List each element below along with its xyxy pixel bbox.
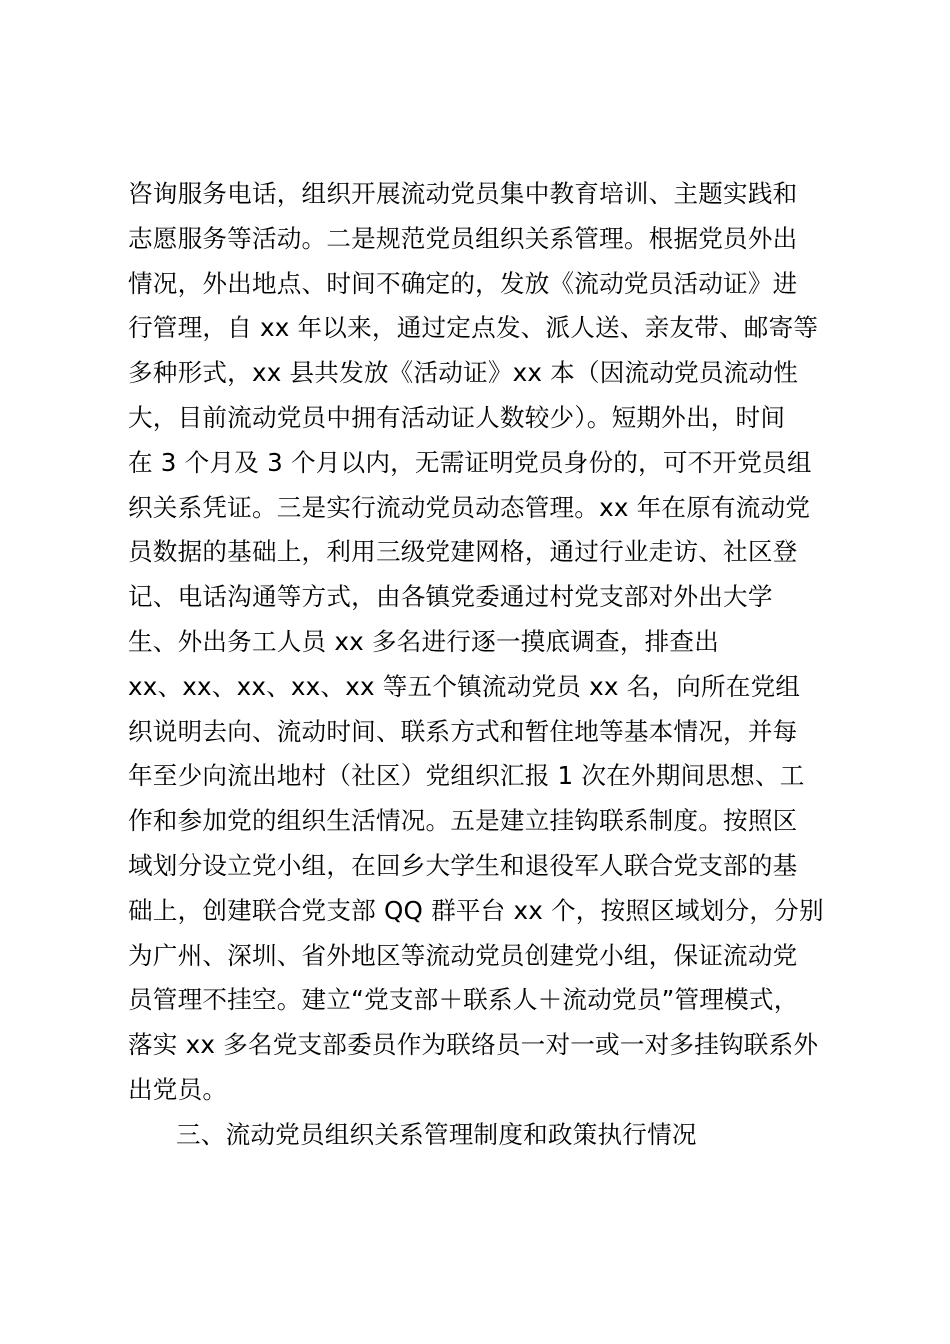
paragraph-line: 础上，创建联合党支部 QQ 群平台 xx 个，按照区域划分，分别 [128, 895, 824, 925]
paragraph-line: 多种形式，xx 县共发放《活动证》xx 本（因流动党员流动性 [128, 358, 799, 388]
paragraph-line: 出党员。 [128, 1074, 228, 1104]
paragraph-line: 作和参加党的组织生活情况。五是建立挂钩联系制度。按照区 [128, 806, 798, 836]
paragraph-line: 行管理，自 xx 年以来，通过定点发、派人送、亲友带、邮寄等 [128, 313, 819, 343]
paragraph-line: 生、外出务工人员 xx 多名进行逐一摸底调查，排查出 [128, 626, 720, 656]
paragraph-line: 咨询服务电话，组织开展流动党员集中教育培训、主题实践和 [128, 179, 798, 208]
paragraph-line: 年至少向流出地村（社区）党组织汇报 1 次在外期间思想、工 [128, 761, 805, 791]
paragraph-line: 员管理不挂空。建立“党支部＋联系人＋流动党员”管理模式， [128, 985, 799, 1015]
paragraph-line: xx、xx、xx、xx、xx 等五个镇流动党员 xx 名，向所在党组 [128, 671, 801, 701]
paragraph-line: 织说明去向、流动时间、联系方式和暂住地等基本情况，并每 [128, 716, 798, 746]
paragraph-line: 员数据的基础上，利用三级党建网格，通过行业走访、社区登 [128, 537, 798, 567]
body-paragraph [128, 172, 838, 1113]
paragraph-line: 织关系凭证。三是实行流动党员动态管理。xx 年在原有流动党 [128, 492, 811, 522]
paragraph-line: 落实 xx 多名党支部委员作为联络员一对一或一对多挂钩联系外 [128, 1030, 819, 1060]
paragraph-line: 为广州、深圳、省外地区等流动党员创建党小组，保证流动党 [128, 940, 798, 970]
paragraph-line: 记、电话沟通等方式，由各镇党委通过村党支部对外出大学 [128, 582, 773, 612]
section-heading: 三、流动党员组织关系管理制度和政策执行情况 [176, 1120, 697, 1149]
paragraph-line: 域划分设立党小组，在回乡大学生和退役军人联合党支部的基 [128, 850, 798, 880]
paragraph-line: 在 3 个月及 3 个月以内，无需证明党员身份的，可不开党员组 [128, 447, 812, 477]
paragraph-line: 大，目前流动党员中拥有活动证人数较少）。短期外出，时间 [128, 402, 786, 432]
paragraph-line: 情况，外出地点、时间不确定的，发放《流动党员活动证》进 [128, 268, 798, 298]
paragraph-line: 志愿服务等活动。二是规范党员组织关系管理。根据党员外出 [128, 223, 798, 253]
